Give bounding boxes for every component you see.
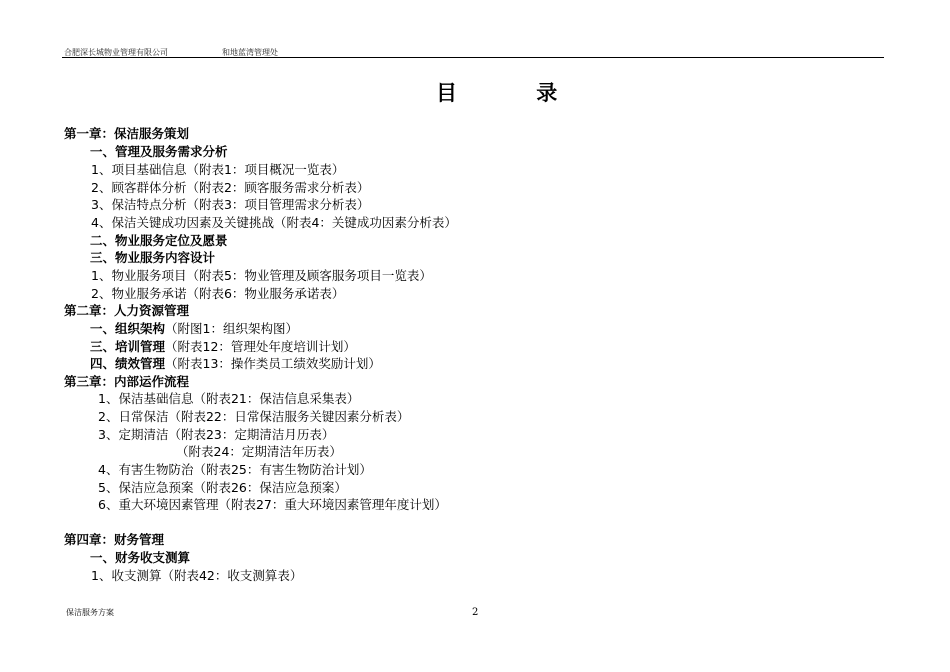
toc-entry — [90, 550, 190, 565]
toc-entry-text: （附表13：操作类员工绩效奖励计划） — [165, 356, 381, 371]
toc-entry-text: 2、顾客群体分析（附表2：顾客服务需求分析表） — [91, 180, 370, 195]
toc-entry-text: 4、有害生物防治（附表25：有害生物防治计划） — [98, 462, 372, 477]
toc-entry — [98, 427, 334, 442]
toc-entry-text: 2、物业服务承诺（附表6：物业服务承诺表） — [91, 286, 345, 301]
toc-entry — [91, 180, 369, 195]
toc-entry-text: 1、收支测算（附表42：收支测算表） — [91, 568, 303, 583]
toc-entry-text: 1、物业服务项目（附表5：物业管理及顾客服务项目一览表） — [91, 268, 432, 283]
toc-entry-heading: 第三章：内部运作流程 — [64, 374, 190, 389]
toc-entry — [91, 162, 344, 177]
toc-entry — [90, 321, 298, 336]
toc-entry-heading: 一、组织架构 — [90, 321, 166, 336]
toc-entry-heading: 四、绩效管理 — [90, 356, 166, 371]
toc-entry — [91, 197, 369, 212]
toc-entry-text: 4、保洁关键成功因素及关键挑战（附表4：关键成功因素分析表） — [91, 215, 457, 230]
page-title: 目 录 — [436, 81, 594, 105]
header-office: 和地蓝湾管理处 — [222, 48, 278, 57]
toc-entry-text: 5、保洁应急预案（附表26：保洁应急预案） — [98, 480, 347, 495]
toc-entry-text: 3、保洁特点分析（附表3：项目管理需求分析表） — [91, 197, 370, 212]
toc-entry-heading: 第二章：人力资源管理 — [64, 303, 190, 318]
toc-entry — [91, 215, 457, 230]
toc-entry-text: 1、保洁基础信息（附表21：保洁信息采集表） — [98, 391, 360, 406]
toc-entry-text: 3、定期清洁（附表23：定期清洁月历表） — [98, 427, 335, 442]
toc-entry-text: 1、项目基础信息（附表1：项目概况一览表） — [91, 162, 345, 177]
toc-entry-heading: 三、物业服务内容设计 — [90, 250, 216, 265]
toc-entry — [98, 409, 409, 424]
footer-doc-name: 保洁服务方案 — [66, 608, 114, 617]
toc-entry — [90, 250, 215, 265]
toc-entry — [98, 497, 447, 512]
toc-entry — [64, 126, 189, 141]
toc-entry — [91, 268, 432, 283]
toc-entry — [98, 480, 347, 495]
toc-entry — [91, 568, 302, 583]
toc-entry — [64, 303, 189, 318]
toc-entry-heading: 第一章：保洁服务策划 — [64, 126, 190, 141]
toc-entry-text: （附表12：管理处年度培训计划） — [165, 339, 356, 354]
toc-entry-heading: 一、财务收支测算 — [90, 550, 191, 565]
toc-entry-heading: 二、物业服务定位及愿景 — [90, 233, 228, 248]
toc-entry — [98, 391, 359, 406]
toc-entry-text: （附表24：定期清洁年历表） — [176, 444, 342, 459]
toc-entry — [176, 444, 342, 459]
toc-entry — [90, 356, 381, 371]
toc-entry — [64, 374, 189, 389]
toc-entry — [64, 532, 164, 547]
toc-entry-heading: 三、培训管理 — [90, 339, 166, 354]
toc-entry-heading: 第四章：财务管理 — [64, 532, 165, 547]
toc-entry — [90, 144, 228, 159]
page-number: 2 — [472, 607, 479, 618]
toc-entry-text: 2、日常保洁（附表22：日常保洁服务关键因素分析表） — [98, 409, 410, 424]
toc-entry — [90, 339, 356, 354]
toc-entry — [98, 462, 372, 477]
header-company: 合肥深长城物业管理有限公司 — [64, 48, 168, 57]
toc-entry — [90, 233, 228, 248]
toc-entry — [91, 286, 344, 301]
toc-entry-heading: 一、管理及服务需求分析 — [90, 144, 228, 159]
header-rule — [62, 57, 884, 58]
toc-entry-text: （附图1：组织架构图） — [165, 321, 298, 336]
toc-entry-text: 6、重大环境因素管理（附表27：重大环境因素管理年度计划） — [98, 497, 447, 512]
